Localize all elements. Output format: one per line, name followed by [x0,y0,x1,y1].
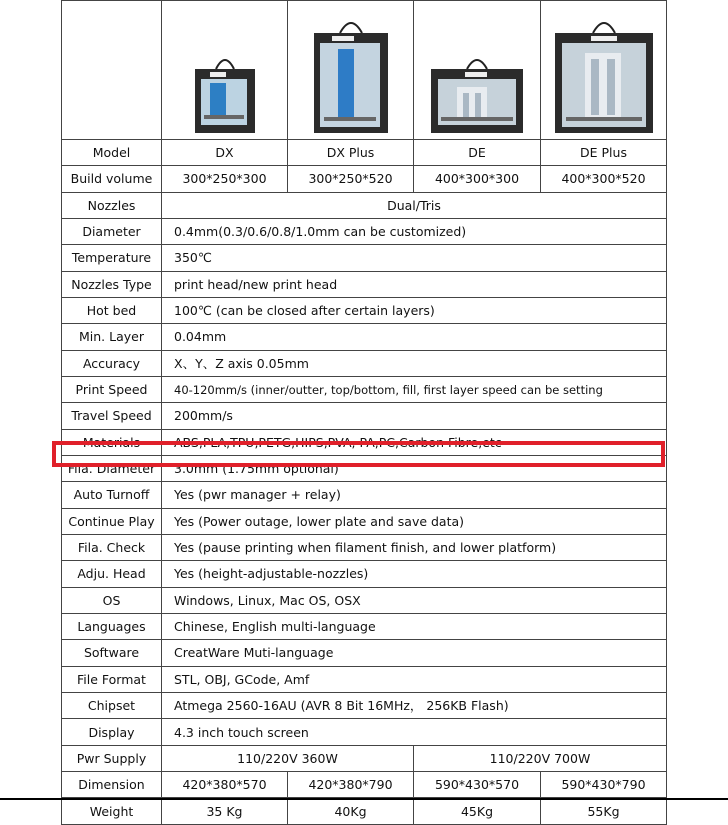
printer-dx-plus-icon [308,13,394,135]
row-label: Nozzles [62,192,162,218]
row-label: Software [62,640,162,666]
cell-value: 55Kg [541,798,667,825]
row-continue-play [62,508,667,534]
cell-value: 350℃ [162,245,667,271]
cell-value: 420*380*570 [162,772,288,798]
row-chipset [62,693,667,719]
cell-value: 200mm/s [162,403,667,429]
row-label: Auto Turnoff [62,482,162,508]
printer-image-de-plus [541,1,667,140]
row-min-layer [62,324,667,350]
row-label: File Format [62,666,162,692]
cell-value: 45Kg [414,798,541,825]
row-nozzles [62,192,667,218]
cell-value: STL, OBJ, GCode, Amf [162,666,667,692]
row-dimension [62,772,667,798]
cell-value: 590*430*790 [541,772,667,798]
cell-value: 3.0mm (1.75mm optional) [162,455,667,481]
row-label: Continue Play [62,508,162,534]
row-adju-head [62,561,667,587]
row-display [62,719,667,745]
row-label: Build volume [62,166,162,192]
row-travel-speed [62,403,667,429]
row-label: Chipset [62,693,162,719]
cell-value: ABS,PLA,TPU,PETG,HIPS,PVA, PA,PC,Carbon Fibre,etc [162,429,667,455]
row-software [62,640,667,666]
row-diameter [62,218,667,244]
row-label: Model [62,139,162,165]
row-print-speed [62,376,667,402]
cell-value: 420*380*790 [288,772,414,798]
cell-value: 400*300*300 [414,166,541,192]
row-label: Min. Layer [62,324,162,350]
row-hot-bed [62,297,667,323]
row-label: Fila. Check [62,535,162,561]
row-label: Hot bed [62,297,162,323]
printer-de-plus-icon [551,13,657,135]
row-label: Display [62,719,162,745]
printer-image-dx-plus [288,1,414,140]
row-weight [62,798,667,825]
cell-value: 4.3 inch touch screen [162,719,667,745]
row-accuracy [62,350,667,376]
row-label: Accuracy [62,350,162,376]
cell-value: 400*300*520 [541,166,667,192]
row-os [62,587,667,613]
image-row [62,1,667,140]
row-fila-check [62,535,667,561]
row-label: OS [62,587,162,613]
row-label: Pwr Supply [62,745,162,771]
cell-value: 300*250*300 [162,166,288,192]
spec-table [61,0,667,825]
cell-value: print head/new print head [162,271,667,297]
row-label: Nozzles Type [62,271,162,297]
row-pwr-supply [62,745,667,771]
row-label: Fila. Diameter [62,455,162,481]
printer-dx-icon [190,49,260,135]
cell-value: 35 Kg [162,798,288,825]
cell-value: X、Y、Z axis 0.05mm [162,350,667,376]
cell-value: 110/220V 360W [162,745,414,771]
cell-value: 300*250*520 [288,166,414,192]
model-de: DE [414,139,541,165]
printer-image-dx [162,1,288,140]
row-label: Materials [62,429,162,455]
printer-image-de [414,1,541,140]
row-file-format [62,666,667,692]
cell-value: 590*430*570 [414,772,541,798]
cell-value: Yes (height-adjustable-nozzles) [162,561,667,587]
row-temperature [62,245,667,271]
cell-value: Yes (Power outage, lower plate and save data) [162,508,667,534]
image-row-label-cell [62,1,162,140]
model-dx-plus: DX Plus [288,139,414,165]
cell-value: Dual/Tris [162,192,667,218]
cell-value: Windows, Linux, Mac OS, OSX [162,587,667,613]
cell-value: Yes (pause printing when filament finish, and lower platform) [162,535,667,561]
row-label: Weight [62,798,162,825]
row-label: Languages [62,614,162,640]
row-auto-turnoff [62,482,667,508]
row-model [62,139,667,165]
cell-value: 100℃ (can be closed after certain layers) [162,297,667,323]
row-label: Print Speed [62,376,162,402]
printer-de-icon [427,49,527,135]
cell-value: 0.04mm [162,324,667,350]
row-label: Adju. Head [62,561,162,587]
model-de-plus: DE Plus [541,139,667,165]
cell-value: 110/220V 700W [414,745,667,771]
cell-value: 0.4mm(0.3/0.6/0.8/1.0mm can be customized) [162,218,667,244]
cell-value: Chinese, English multi-language [162,614,667,640]
row-build-volume [62,166,667,192]
cell-value: 40-120mm/s (inner/outter, top/bottom, fill, first layer speed can be setting [162,376,667,402]
row-languages [62,614,667,640]
cell-value: 40Kg [288,798,414,825]
cell-value: Yes (pwr manager + relay) [162,482,667,508]
highlight-box [52,441,665,467]
row-nozzles-type [62,271,667,297]
row-label: Temperature [62,245,162,271]
row-label: Dimension [62,772,162,798]
row-label: Diameter [62,218,162,244]
row-label: Travel Speed [62,403,162,429]
cell-value: Atmega 2560-16AU (AVR 8 Bit 16MHz， 256KB Flash) [162,693,667,719]
model-dx: DX [162,139,288,165]
cell-value: CreatWare Muti-language [162,640,667,666]
